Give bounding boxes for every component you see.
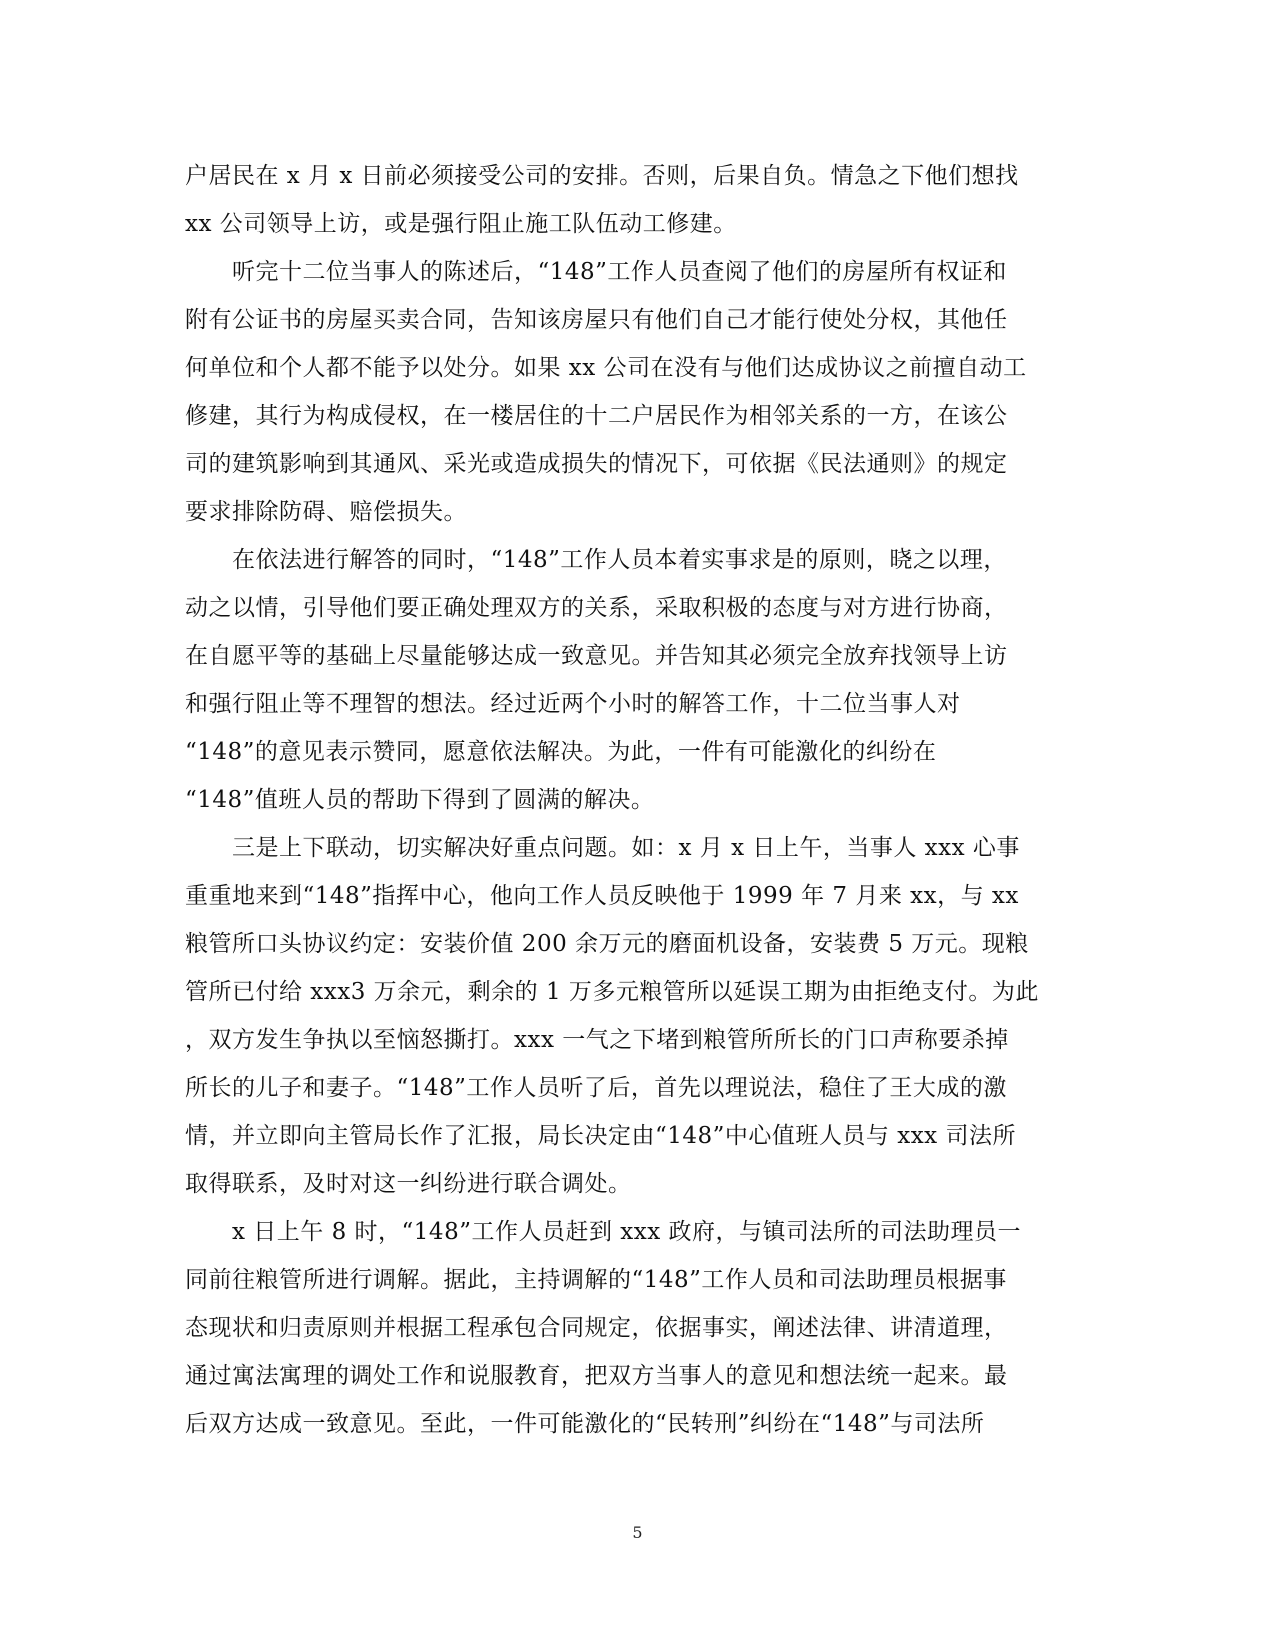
text-line: 修建，其行为构成侵权，在一楼居住的十二户居民作为相邻关系的一方，在该公: [185, 403, 1008, 429]
text-line: 户居民在 x 月 x 日前必须接受公司的安排。否则，后果自负。情急之下他们想找: [185, 163, 1019, 189]
text-line: 同前往粮管所进行调解。据此，主持调解的“148”工作人员和司法助理员根据事: [185, 1267, 1007, 1293]
page-number: 5: [632, 1523, 643, 1542]
text-line: 情，并立即向主管局长作了汇报，局长决定由“148”中心值班人员与 xxx 司法所: [185, 1123, 1016, 1149]
text-line: 三是上下联动，切实解决好重点问题。如：x 月 x 日上午，当事人 xxx 心事: [185, 835, 1020, 861]
text-line: ，双方发生争执以至恼怒撕打。xxx 一气之下堵到粮管所所长的门口声称要杀掉: [185, 1027, 1009, 1053]
text-line: 司的建筑影响到其通风、采光或造成损失的情况下，可依据《民法通则》的规定: [185, 451, 1008, 477]
text-line: 后双方达成一致意见。至此，一件可能激化的“民转刑”纠纷在“148”与司法所: [185, 1411, 985, 1437]
text-line: 通过寓法寓理的调处工作和说服教育，把双方当事人的意见和想法统一起来。最: [185, 1363, 1008, 1389]
text-line: 管所已付给 xxx3 万余元，剩余的 1 万多元粮管所以延误工期为由拒绝支付。为此: [185, 979, 1039, 1005]
text-line: 附有公证书的房屋买卖合同，告知该房屋只有他们自己才能行使处分权，其他任: [185, 307, 1008, 333]
text-line: 何单位和个人都不能予以处分。如果 xx 公司在没有与他们达成协议之前擅自动工: [185, 355, 1027, 381]
text-line: 动之以情，引导他们要正确处理双方的关系，采取积极的态度与对方进行协商，: [185, 595, 1008, 621]
text-line: 在自愿平等的基础上尽量能够达成一致意见。并告知其必须完全放弃找领导上访: [185, 643, 1008, 669]
body-text: [185, 152, 1085, 1448]
text-line: “148”值班人员的帮助下得到了圆满的解决。: [185, 787, 655, 813]
text-line: 听完十二位当事人的陈述后，“148”工作人员查阅了他们的房屋所有权证和: [185, 259, 1007, 285]
text-line: “148”的意见表示赞同，愿意依法解决。为此，一件有可能激化的纠纷在: [185, 739, 937, 765]
text-line: xx 公司领导上访，或是强行阻止施工队伍动工修建。: [185, 211, 737, 237]
text-line: x 日上午 8 时，“148”工作人员赶到 xxx 政府，与镇司法所的司法助理员一: [185, 1219, 1021, 1245]
text-line: 取得联系，及时对这一纠纷进行联合调处。: [185, 1171, 632, 1197]
text-line: 重重地来到“148”指挥中心，他向工作人员反映他于 1999 年 7 月来 xx，与 xx: [185, 883, 1019, 909]
text-line: 要求排除防碍、赔偿损失。: [185, 499, 467, 525]
text-line: 粮管所口头协议约定：安装价值 200 余万元的磨面机设备，安装费 5 万元。现粮: [185, 931, 1029, 957]
text-line: 所长的儿子和妻子。“148”工作人员听了后，首先以理说法，稳住了王大成的激: [185, 1075, 1007, 1101]
text-line: 在依法进行解答的同时，“148”工作人员本着实事求是的原则，晓之以理，: [185, 547, 1007, 573]
text-line: 和强行阻止等不理智的想法。经过近两个小时的解答工作，十二位当事人对: [185, 691, 961, 717]
text-line: 态现状和归责原则并根据工程承包合同规定，依据事实，阐述法律、讲清道理，: [185, 1315, 1008, 1341]
